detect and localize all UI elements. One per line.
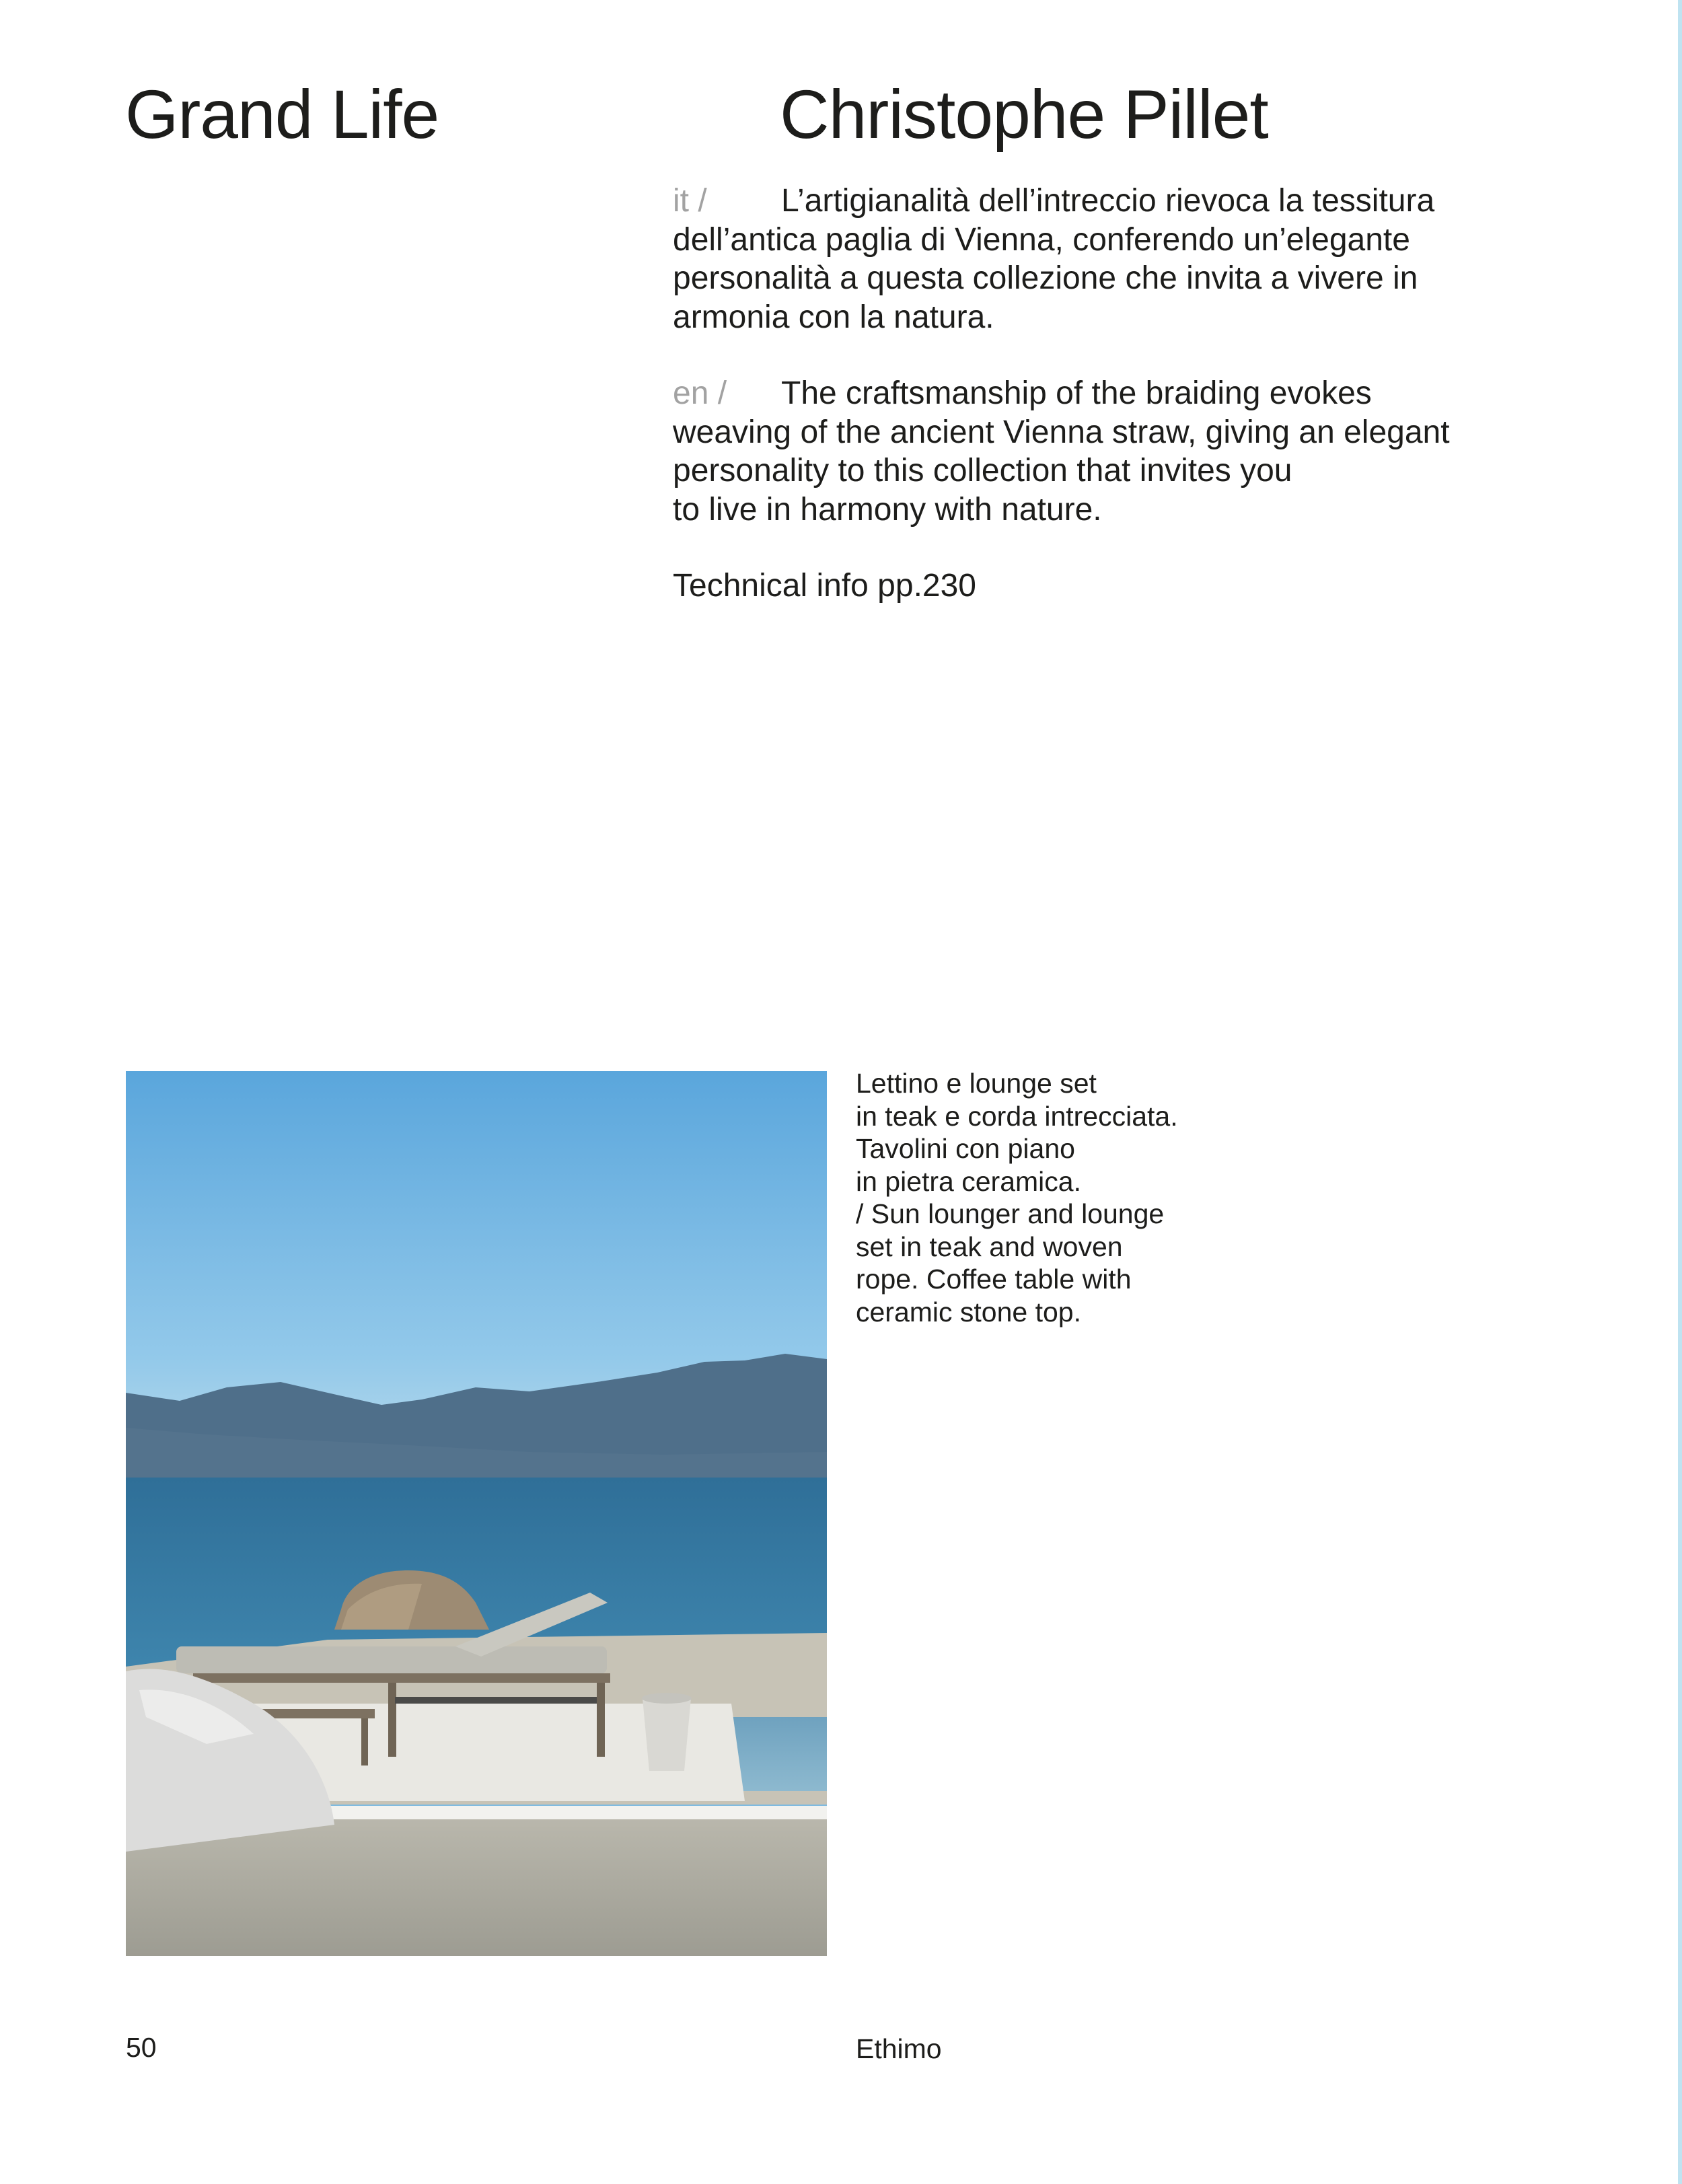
- photo-caption: Lettino e lounge set in teak e corda intrecciata. Tavolini con piano in pietra ceramica. / Sun lounger and lounge set in teak and woven rope. Coffee table with ceramic stone top.: [856, 1068, 1178, 1327]
- collection-title: Grand Life: [125, 76, 439, 153]
- designer-name: Christophe Pillet: [780, 76, 1268, 153]
- page-number: 50: [126, 2032, 157, 2063]
- description-italian: [673, 182, 1547, 336]
- brand-name: Ethimo: [856, 2033, 942, 2064]
- language-tag-it: it /: [673, 183, 707, 219]
- technical-info-reference: Technical info pp.230: [673, 568, 976, 604]
- description-english-text: The craftsmanship of the braiding evokes weaving of the ancient Vienna straw, giving an elegant personality to this collection that invites you to live in harmony with nature.: [673, 375, 1450, 527]
- photo-illustration: [126, 1071, 827, 1956]
- language-tag-en: en /: [673, 375, 727, 411]
- product-photo: [126, 1071, 827, 1956]
- page-edge-accent: [1678, 0, 1682, 2184]
- description-italian-text: L’artigianalità dell’intreccio rievoca la tessitura dell’antica paglia di Vienna, conferendo un’elegante personalità a questa collezione che invita a vivere in armonia con la natura.: [673, 183, 1435, 335]
- stone-paving: [126, 1819, 827, 1956]
- description-english: [673, 374, 1547, 529]
- vase: [642, 1693, 692, 1771]
